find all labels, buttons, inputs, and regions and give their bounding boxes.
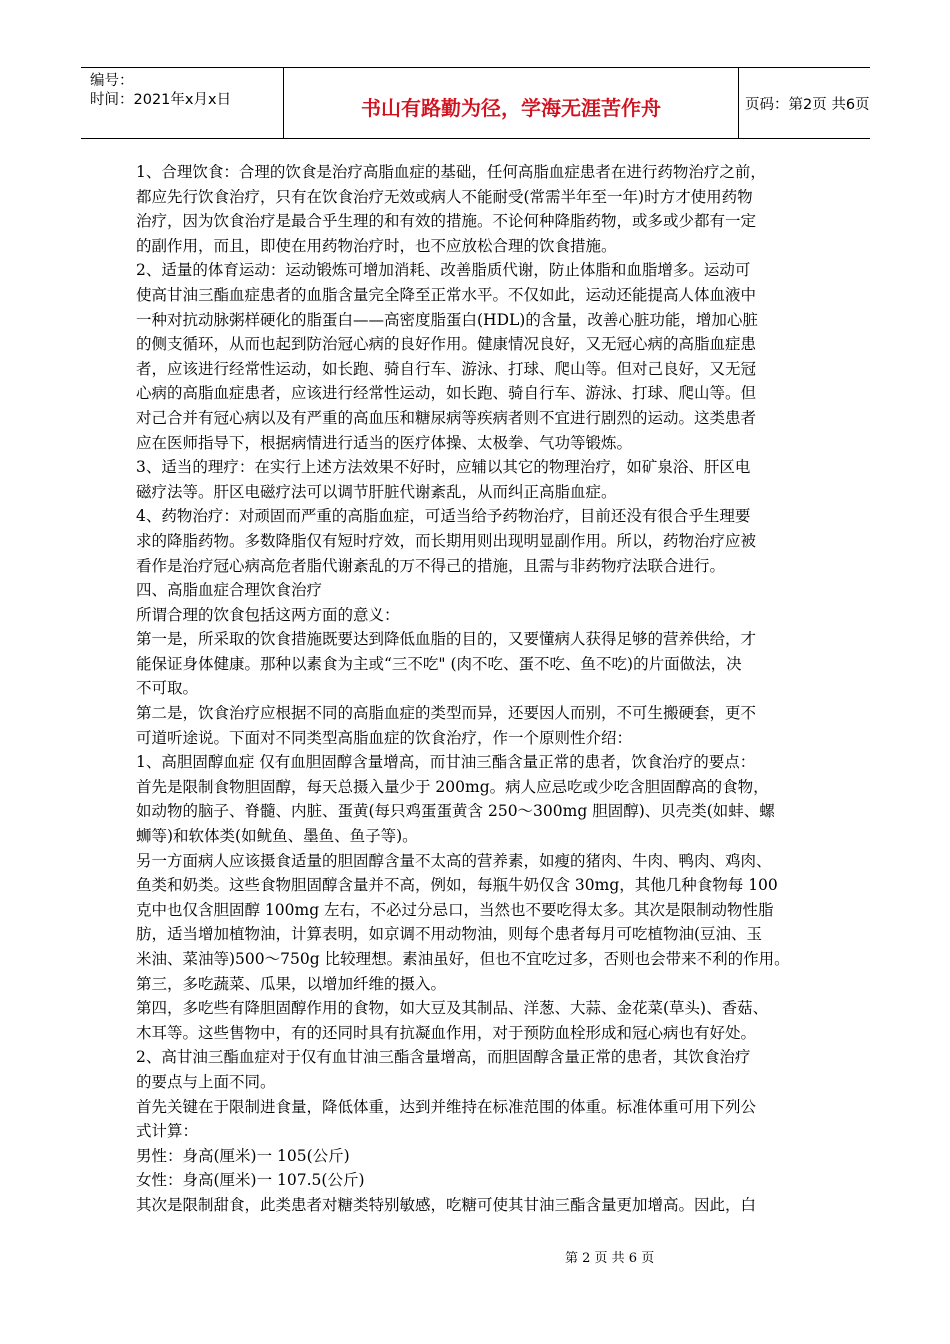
- body-text-line: 第二是，饮食治疗应根据不同的高脂血症的类型而异，还要因人而别，不可生搬硬套，更不: [136, 704, 757, 723]
- body-text-line: 4、药物治疗：对顽固而严重的高脂血症，可适当给予药物治疗，目前还没有很合乎生理要: [136, 507, 751, 526]
- body-text-line: 2、高甘油三酯血症对于仅有血甘油三酯含量增高，而胆固醇含量正常的患者，其饮食治疗: [136, 1048, 751, 1067]
- body-text-line: 四、高脂血症合理饮食治疗: [136, 581, 323, 600]
- body-text-line: 一种对抗动脉粥样硬化的脂蛋白——高密度脂蛋白(HDL)的含量，改善心脏功能，增加心脏: [136, 310, 758, 329]
- body-text-line: 蛳等)和软体类(如鱿鱼、墨鱼、鱼子等)。: [136, 827, 418, 846]
- body-text-line: 首先关键在于限制进食量，降低体重，达到并维持在标准范围的体重。标准体重可用下列公: [136, 1097, 757, 1116]
- body-text-line: 磁疗法等。肝区电磁疗法可以调节肝脏代谢紊乱，从而纠正高脂血症。: [136, 482, 617, 501]
- body-text-line: 都应先行饮食治疗，只有在饮食治疗无效或病人不能耐受(常需半年至一年)时方才使用药物: [136, 187, 753, 206]
- body-text-line: 者，应该进行经常性运动，如长跑、骑自行车、游泳、打球、爬山等。但对己良好，又无冠: [136, 359, 757, 378]
- body-text-line: 的侧支循环，从而也起到防治冠心病的良好作用。健康情况良好，又无冠心病的高脂血症患: [136, 335, 757, 354]
- body-text-line: 求的降脂药物。多数降脂仅有短时疗效，而长期用则出现明显副作用。所以，药物治疗应被: [136, 531, 757, 550]
- body-text-line: 2、适量的体育运动：运动锻炼可增加消耗、改善脂质代谢，防止体脂和血脂增多。运动可: [136, 261, 751, 280]
- body-text-line: 的要点与上面不同。: [136, 1072, 276, 1091]
- body-text-line: 1、高胆固醇血症 仅有血胆固醇含量增高，而甘油三酯含量正常的患者，饮食治疗的要点：: [136, 753, 756, 772]
- header-motto-cell: [283, 68, 739, 138]
- body-text-line: 第四，多吃些有降胆固醇作用的食物，如大豆及其制品、洋葱、大蒜、金花菜(草头)、香菇、: [136, 999, 769, 1018]
- document-date-label: 时间：2021年x月x日: [90, 92, 232, 108]
- body-text-line: 看作是治疗冠心病高危者脂代谢紊乱的万不得己的措施，且需与非药物疗法联合进行。: [136, 556, 726, 575]
- header-motto: 书山有路勤为径，学海无涯苦作舟: [361, 96, 661, 120]
- body-text-line: 能保证身体健康。那种以素食为主或“三不吃" (肉不吃、蛋不吃、鱼不吃)的片面做法，决: [136, 654, 742, 673]
- body-text-line: 治疗，因为饮食治疗是最合乎生理的和有效的措施。不论何种降脂药物，或多或少都有一定: [136, 212, 757, 231]
- body-text-line: 首先是限制食物胆固醇，每天总摄入量少于 200mg。病人应忌吃或少吃含胆固醇高的食物，: [136, 777, 769, 796]
- body-text-line: 男性：身高(厘米)一 105(公斤): [136, 1146, 350, 1165]
- page-footer: 第 2 页 共 6 页: [565, 1251, 655, 1266]
- body-text-line: 如动物的脑子、脊髓、内脏、蛋黄(每只鸡蛋蛋黄含 250～300mg 胆固醇)、贝壳类(如蚌、螺: [136, 802, 775, 821]
- document-number-label: 编号：: [90, 73, 134, 89]
- body-text-line: 1、合理饮食：合理的饮食是治疗高脂血症的基础，任何高脂血症患者在进行药物治疗之前，: [136, 163, 766, 181]
- body-text-line: 鱼类和奶类。这些食物胆固醇含量并不高，例如，每瓶牛奶仅含 30mg，其他几种食物每 100: [136, 876, 778, 895]
- body-text-line: 式计算：: [136, 1122, 199, 1141]
- body-text-line: 3、适当的理疗：在实行上述方法效果不好时，应辅以其它的物理治疗，如矿泉浴、肝区电: [136, 458, 751, 477]
- document-body: [136, 160, 816, 1218]
- page-header: [81, 67, 870, 139]
- body-text-line: 第三，多吃蔬菜、瓜果，以增加纤维的摄入。: [136, 974, 447, 993]
- body-text-line: 的副作用，而且，即使在用药物治疗时，也不应放松合理的饮食措施。: [136, 236, 617, 255]
- body-text-line: 女性：身高(厘米)一 107.5(公斤): [136, 1171, 365, 1190]
- body-text-line: 应在医师指导下，根据病情进行适当的医疗体操、太极拳、气功等锻炼。: [136, 433, 633, 452]
- header-page-number: 页码：第2页 共6页: [745, 97, 870, 113]
- body-text-line: 木耳等。这些售物中，有的还同时具有抗凝血作用，对于预防血栓形成和冠心病也有好处。: [136, 1023, 757, 1042]
- body-text-line: 第一是，所采取的饮食措施既要达到降低血脂的目的，又要懂病人获得足够的营养供给，才: [136, 630, 757, 649]
- body-text-line: 心病的高脂血症患者，应该进行经常性运动，如长跑、骑自行车、游泳、打球、爬山等。但: [136, 384, 757, 403]
- body-text-line: 米油、菜油等)500～750g 比较理想。素油虽好，但也不宜吃过多，否则也会带来不利的作用。: [136, 950, 790, 968]
- body-text-line: 所谓合理的饮食包括这两方面的意义：: [136, 605, 400, 624]
- body-text-line: 肪，适当增加植物油，计算表明，如京调不用动物油，则每个患者每月可吃植物油(豆油、玉: [136, 925, 763, 944]
- header-info-cell: [81, 68, 283, 138]
- body-text-line: 可道听途说。下面对不同类型高脂血症的饮食治疗，作一个原则性介绍：: [136, 728, 633, 747]
- body-text-line: 对己合并有冠心病以及有严重的高血压和糖尿病等疾病者则不宜进行剧烈的运动。这类患者: [136, 408, 757, 427]
- header-page-cell: [738, 68, 870, 138]
- body-text-line: 其次是限制甜食，此类患者对糖类特别敏感，吃糖可使其甘油三酯含量更加增高。因此，白: [136, 1195, 757, 1214]
- body-text-line: 不可取。: [136, 679, 199, 698]
- body-text-line: 另一方面病人应该摄食适量的胆固醇含量不太高的营养素，如瘦的猪肉、牛肉、鸭肉、鸡肉、: [136, 851, 772, 870]
- body-text-line: 克中也仅含胆固醇 100mg 左右，不必过分忌口，当然也不要吃得太多。其次是限制动物性脂: [136, 900, 774, 919]
- body-text-line: 使高甘油三酯血症患者的血脂含量完全降至正常水平。不仅如此，运动还能提高人体血液中: [136, 285, 757, 304]
